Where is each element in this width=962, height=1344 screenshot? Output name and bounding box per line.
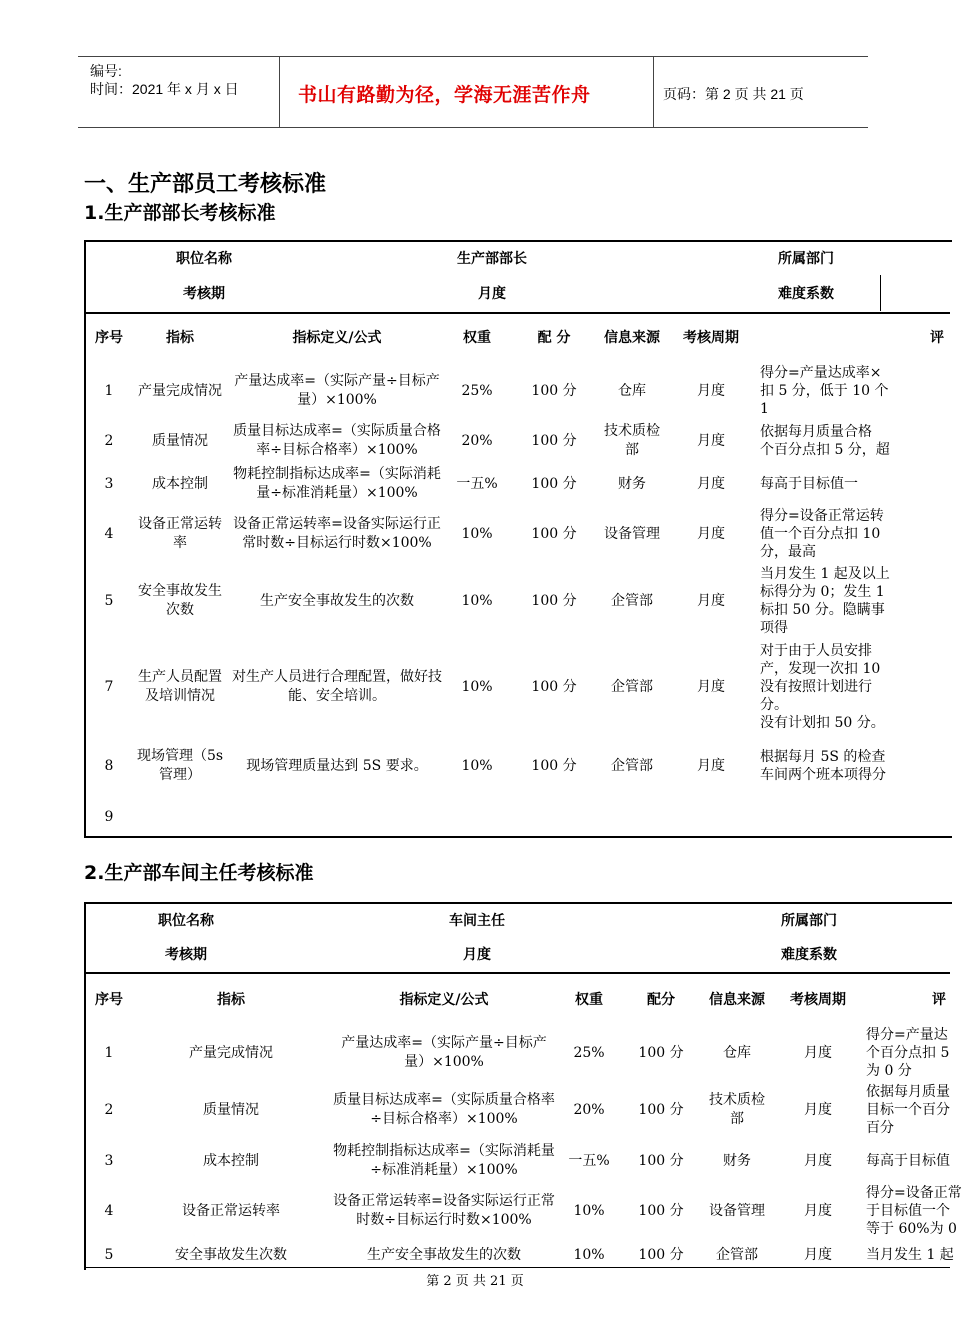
period-label: 考核期 [165, 946, 207, 963]
table-row [86, 362, 950, 420]
table-row [86, 798, 950, 836]
indicator-name: 现场管理（5s 管理） [136, 748, 224, 783]
table-row [86, 1140, 950, 1182]
table-row [86, 562, 950, 640]
weight: 25% [461, 382, 493, 399]
difficulty-label: 难度系数 [781, 946, 837, 963]
difficulty-label: 难度系数 [778, 286, 834, 302]
table-row [86, 462, 950, 506]
row-number: 5 [104, 592, 114, 609]
row-number: 4 [104, 525, 114, 542]
table-1-info [86, 242, 950, 312]
col-header: 信息来源 [709, 991, 765, 1008]
assessment-cycle: 月度 [804, 1246, 832, 1263]
info-source: 仓库 [618, 382, 646, 399]
scoring-rule: 对于由于人员安排 产，发现一次扣 10 没有按照计划进行 分。 没有计划扣 50 分。 [760, 643, 885, 731]
indicator-definition: 生产安全事故发生的次数 [260, 592, 414, 609]
serial-label: 编号: [90, 63, 122, 79]
scoring-rule: 根据每月 5S 的检查 车间两个班本项得分 [760, 749, 886, 783]
table-1-kpi [86, 314, 950, 836]
row-number: 9 [104, 808, 114, 825]
info-source: 设备管理 [709, 1202, 765, 1219]
score: 100 分 [531, 592, 577, 609]
assessment-cycle: 月度 [697, 525, 725, 542]
col-header: 指标 [217, 991, 245, 1008]
scoring-rule: 得分=设备正常 于目标值一个 等于 60%为 0 [866, 1185, 962, 1237]
position-label: 职位名称 [176, 251, 232, 267]
score: 100 分 [638, 1044, 684, 1061]
indicator-name: 质量情况 [203, 1101, 259, 1118]
scoring-rule: 当月发生 1 起 [866, 1247, 954, 1263]
scoring-rule: 得分=产量达 个百分点扣 5 为 0 分 [866, 1027, 950, 1079]
score: 100 分 [531, 475, 577, 492]
scoring-rule: 得分=产量达成率× 扣 5 分，低于 10 个 1 [760, 365, 889, 417]
period-value: 月度 [463, 946, 491, 963]
indicator-definition: 物耗控制指标达成率=（实际消耗量÷标准消耗量）×100% [333, 1143, 555, 1178]
col-header: 配 分 [537, 329, 571, 346]
indicator-name [132, 798, 228, 836]
info-source: 设备管理 [604, 525, 660, 542]
weight [446, 798, 508, 836]
row-number: 1 [104, 1044, 114, 1061]
score: 100 分 [638, 1246, 684, 1263]
period-label: 考核期 [183, 286, 225, 302]
position-value: 车间主任 [449, 912, 505, 929]
col-header: 序号 [95, 329, 123, 346]
table-2-kpi [86, 974, 962, 1270]
position-label: 职位名称 [158, 912, 214, 929]
dept-label: 所属部门 [781, 912, 837, 929]
row-number: 2 [104, 432, 114, 449]
indicator-definition: 产量达成率=（实际产量÷目标产量）×100% [234, 373, 440, 408]
row-number: 8 [104, 757, 114, 774]
score: 100 分 [638, 1152, 684, 1169]
weight: 10% [461, 757, 493, 774]
score: 100 分 [531, 432, 577, 449]
assessment-cycle: 月度 [697, 475, 725, 492]
indicator-name: 产量完成情况 [138, 382, 222, 399]
info-source: 企管部 [611, 757, 653, 774]
table-row [86, 734, 950, 798]
col-header: 信息来源 [604, 329, 660, 346]
col-header: 权重 [575, 991, 603, 1008]
score: 100 分 [531, 382, 577, 399]
row-number: 3 [104, 1152, 114, 1169]
col-header: 考核周期 [683, 329, 739, 346]
assessment-cycle [664, 798, 758, 836]
row-number: 3 [104, 475, 114, 492]
weight: 10% [573, 1246, 605, 1263]
score: 100 分 [531, 678, 577, 695]
table-row [86, 506, 950, 562]
indicator-definition: 质量目标达成率=（实际质量合格率÷目标合格率）×100% [333, 1092, 555, 1127]
table-row [86, 1080, 950, 1140]
indicator-definition: 设备正常运转率=设备实际运行正常时数÷目标运行时数×100% [233, 516, 441, 551]
weight: 10% [461, 592, 493, 609]
assessment-cycle: 月度 [697, 592, 725, 609]
assessment-cycle: 月度 [697, 678, 725, 695]
assessment-cycle: 月度 [697, 382, 725, 399]
indicator-definition: 物耗控制指标达成率=（实际消耗量÷标准消耗量）×100% [233, 466, 441, 501]
table-row [86, 1240, 950, 1270]
info-source: 企管部 [611, 678, 653, 695]
assessment-cycle: 月度 [804, 1202, 832, 1219]
indicator-definition: 生产安全事故发生的次数 [367, 1246, 521, 1263]
indicator-name: 安全事故发生次数 [138, 583, 222, 618]
col-header: 序号 [95, 991, 123, 1008]
info-source: 企管部 [716, 1246, 758, 1263]
page-number-label: 页码：第 2 页 共 21 页 [663, 86, 804, 102]
indicator-name: 质量情况 [152, 432, 208, 449]
section-title: 一、生产部员工考核标准 [84, 172, 327, 197]
col-header: 配分 [647, 991, 675, 1008]
scoring-rule: 每高于目标值一 [760, 476, 858, 492]
indicator-definition [228, 798, 446, 836]
row-number: 2 [104, 1101, 114, 1118]
position-value: 生产部部长 [457, 251, 527, 267]
scoring-rule [758, 798, 950, 836]
col-header: 指标定义/公式 [292, 329, 382, 346]
row-number: 4 [104, 1202, 114, 1219]
table-1-title: 1.生产部部长考核标准 [84, 202, 276, 224]
weight: 一五% [456, 475, 498, 492]
weight: 25% [573, 1044, 605, 1061]
col-header: 评 [930, 329, 944, 346]
assessment-cycle: 月度 [804, 1101, 832, 1118]
col-header: 考核周期 [790, 991, 846, 1008]
period-value: 月度 [478, 286, 506, 302]
info-source: 技术质检部 [604, 423, 660, 458]
scoring-rule: 得分=设备正常运转 值一个百分点扣 10 分，最高 [760, 508, 884, 560]
row-number: 7 [104, 678, 114, 695]
col-header: 指标定义/公式 [399, 991, 489, 1008]
table-row [86, 640, 950, 734]
weight: 20% [573, 1101, 605, 1118]
table-2-info [86, 904, 950, 972]
assessment-cycle: 月度 [697, 432, 725, 449]
weight: 10% [573, 1202, 605, 1219]
col-header: 指标 [166, 329, 194, 346]
indicator-name: 设备正常运转率 [182, 1202, 280, 1219]
header-divider [653, 57, 654, 127]
info-source: 技术质检部 [709, 1092, 765, 1127]
indicator-definition: 设备正常运转率=设备实际运行正常时数÷目标运行时数×100% [333, 1193, 555, 1228]
indicator-definition: 产量达成率=（实际产量÷目标产量）×100% [341, 1035, 547, 1070]
time-label: 时间：2021 年 x 月 x 日 [90, 81, 239, 97]
info-source: 仓库 [723, 1044, 751, 1061]
indicator-definition: 质量目标达成率=（实际质量合格率÷目标合格率）×100% [233, 423, 441, 458]
dept-label: 所属部门 [778, 251, 834, 267]
table-row [86, 1182, 950, 1240]
indicator-definition: 对生产人员进行合理配置，做好技能、安全培训。 [232, 669, 442, 704]
table-row [86, 420, 950, 462]
indicator-name: 安全事故发生次数 [175, 1246, 287, 1263]
info-source: 财务 [723, 1152, 751, 1169]
indicator-name: 产量完成情况 [189, 1044, 273, 1061]
assessment-cycle: 月度 [804, 1152, 832, 1169]
score: 100 分 [638, 1101, 684, 1118]
indicator-name: 成本控制 [152, 475, 208, 492]
scoring-rule: 依据每月质量合格 个百分点扣 5 分，超 [760, 424, 890, 458]
assessment-cycle: 月度 [804, 1044, 832, 1061]
weight: 20% [461, 432, 493, 449]
motto: 书山有路勤为径，学海无涯苦作舟 [298, 84, 591, 106]
col-header: 评 [932, 991, 946, 1008]
table-2-title: 2.生产部车间主任考核标准 [84, 862, 314, 884]
page-footer: 第 2 页 共 21 页 [426, 1274, 524, 1289]
header-divider [279, 57, 280, 127]
score: 100 分 [531, 525, 577, 542]
info-source: 企管部 [611, 592, 653, 609]
info-source [600, 798, 664, 836]
col-header: 权重 [463, 329, 491, 346]
assessment-cycle: 月度 [697, 757, 725, 774]
score [508, 798, 600, 836]
score: 100 分 [638, 1202, 684, 1219]
row-number: 5 [104, 1246, 114, 1263]
indicator-definition: 现场管理质量达到 5S 要求。 [246, 757, 428, 774]
scoring-rule: 依据每月质量 目标一个百分 百分 [866, 1084, 950, 1136]
indicator-name: 生产人员配置及培训情况 [138, 669, 222, 704]
info-source: 财务 [618, 475, 646, 492]
scoring-rule: 当月发生 1 起及以上 标得分为 0；发生 1 标扣 50 分。隐瞒事 项得 [760, 566, 890, 636]
weight: 10% [461, 678, 493, 695]
score: 100 分 [531, 757, 577, 774]
scoring-rule: 每高于目标值 [866, 1153, 950, 1169]
row-number: 1 [104, 382, 114, 399]
weight: 一五% [568, 1152, 610, 1169]
weight: 10% [461, 525, 493, 542]
page-header [78, 56, 868, 128]
indicator-name: 设备正常运转率 [138, 516, 222, 551]
indicator-name: 成本控制 [203, 1152, 259, 1169]
table-row [86, 1026, 950, 1080]
